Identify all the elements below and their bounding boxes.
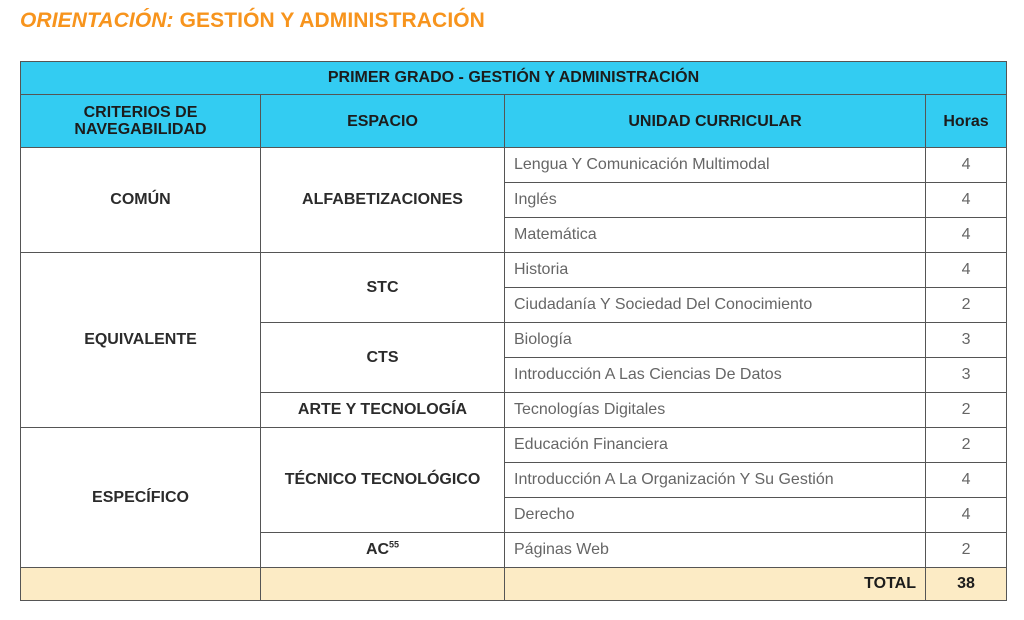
hours-cell: 2 bbox=[926, 533, 1007, 568]
header-criteria-line2: NAVEGABILIDAD bbox=[74, 121, 207, 138]
unit-cell: Inglés bbox=[505, 183, 926, 218]
header-hours: Horas bbox=[926, 95, 1007, 148]
hours-cell: 4 bbox=[926, 463, 1007, 498]
heading-title: GESTIÓN Y ADMINISTRACIÓN bbox=[179, 9, 485, 32]
total-empty-cell bbox=[261, 568, 505, 601]
space-arte-tecnologia: ARTE Y TECNOLOGÍA bbox=[261, 393, 505, 428]
header-unit: UNIDAD CURRICULAR bbox=[505, 95, 926, 148]
criteria-especifico: ESPECÍFICO bbox=[21, 428, 261, 568]
hours-cell: 2 bbox=[926, 288, 1007, 323]
table-row bbox=[21, 148, 1007, 183]
table-caption: PRIMER GRADO - GESTIÓN Y ADMINISTRACIÓN bbox=[21, 62, 1007, 95]
space-cts: CTS bbox=[261, 323, 505, 393]
unit-cell: Páginas Web bbox=[505, 533, 926, 568]
total-row bbox=[21, 568, 1007, 601]
table-row bbox=[21, 428, 1007, 463]
header-criteria-line1: CRITERIOS DE bbox=[83, 104, 198, 121]
space-stc: STC bbox=[261, 253, 505, 323]
unit-cell: Introducción A Las Ciencias De Datos bbox=[505, 358, 926, 393]
curriculum-table bbox=[20, 61, 1007, 601]
heading-lead: ORIENTACIÓN: bbox=[20, 9, 174, 32]
space-alfabetizaciones: ALFABETIZACIONES bbox=[261, 148, 505, 253]
page-heading bbox=[20, 9, 485, 33]
total-value: 38 bbox=[926, 568, 1007, 601]
hours-cell: 4 bbox=[926, 253, 1007, 288]
hours-cell: 4 bbox=[926, 183, 1007, 218]
criteria-comun: COMÚN bbox=[21, 148, 261, 253]
criteria-equivalente: EQUIVALENTE bbox=[21, 253, 261, 428]
unit-cell: Derecho bbox=[505, 498, 926, 533]
footnote-marker: 55 bbox=[389, 539, 400, 550]
unit-cell: Historia bbox=[505, 253, 926, 288]
unit-cell: Tecnologías Digitales bbox=[505, 393, 926, 428]
table-row bbox=[21, 253, 1007, 288]
header-space: ESPACIO bbox=[261, 95, 505, 148]
hours-cell: 2 bbox=[926, 428, 1007, 463]
total-empty-cell bbox=[21, 568, 261, 601]
unit-cell: Matemática bbox=[505, 218, 926, 253]
space-ac-label: AC bbox=[365, 541, 390, 558]
unit-cell: Introducción A La Organización Y Su Gestión bbox=[505, 463, 926, 498]
hours-cell: 4 bbox=[926, 218, 1007, 253]
unit-cell: Educación Financiera bbox=[505, 428, 926, 463]
hours-cell: 4 bbox=[926, 498, 1007, 533]
header-criteria bbox=[21, 95, 261, 148]
hours-cell: 3 bbox=[926, 358, 1007, 393]
unit-cell: Biología bbox=[505, 323, 926, 358]
total-label: TOTAL bbox=[505, 568, 926, 601]
unit-cell: Lengua Y Comunicación Multimodal bbox=[505, 148, 926, 183]
space-tecnico-tecnologico: TÉCNICO TECNOLÓGICO bbox=[261, 428, 505, 533]
hours-cell: 3 bbox=[926, 323, 1007, 358]
space-ac bbox=[261, 533, 505, 568]
unit-cell: Ciudadanía Y Sociedad Del Conocimiento bbox=[505, 288, 926, 323]
hours-cell: 4 bbox=[926, 148, 1007, 183]
hours-cell: 2 bbox=[926, 393, 1007, 428]
